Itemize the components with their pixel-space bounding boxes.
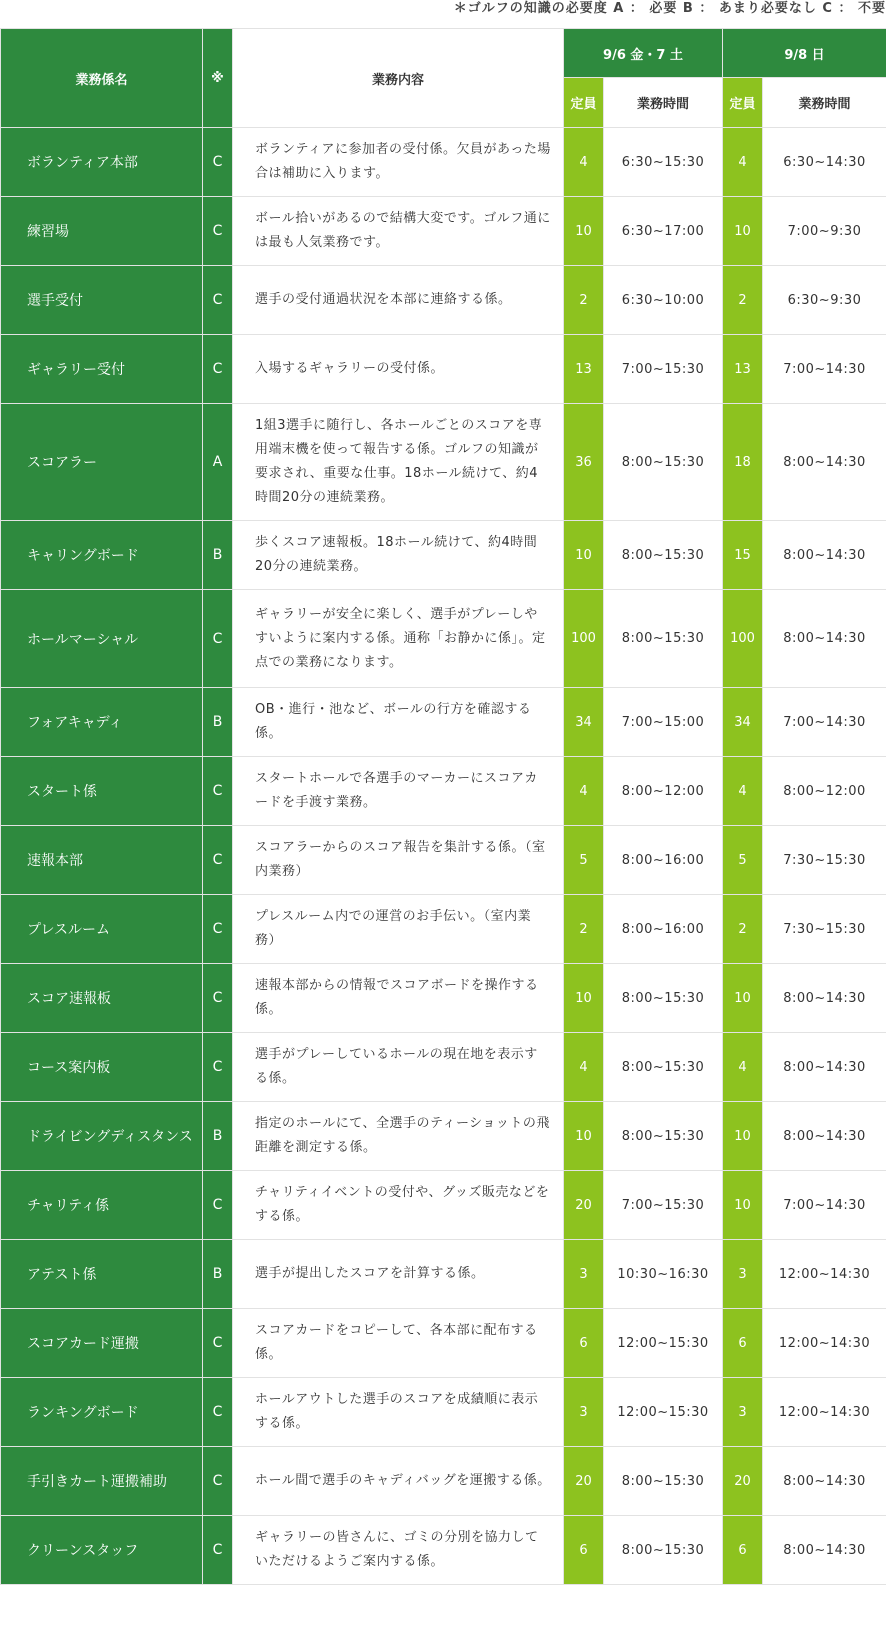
- row-description: ボランティアに参加者の受付係。欠員があった場合は補助に入ります。: [233, 128, 564, 197]
- row-knowledge-level: B: [203, 1102, 233, 1171]
- row-day2-capacity: 15: [723, 521, 763, 590]
- row-day1-hours: 7:00~15:00: [604, 688, 723, 757]
- row-day1-hours: 8:00~12:00: [604, 757, 723, 826]
- row-role-name: コース案内板: [1, 1033, 203, 1102]
- table-row: [1, 335, 886, 404]
- row-role-name: プレスルーム: [1, 895, 203, 964]
- row-day1-hours: 7:00~15:30: [604, 1171, 723, 1240]
- row-day2-hours: 7:30~15:30: [763, 826, 886, 895]
- row-day1-capacity: 34: [564, 688, 604, 757]
- row-day1-hours: 10:30~16:30: [604, 1240, 723, 1309]
- row-day2-capacity: 6: [723, 1516, 763, 1585]
- row-day2-hours: 12:00~14:30: [763, 1309, 886, 1378]
- row-role-name: クリーンスタッフ: [1, 1516, 203, 1585]
- row-knowledge-level: C: [203, 1309, 233, 1378]
- row-description: ボール拾いがあるので結構大変です。ゴルフ通には最も人気業務です。: [233, 197, 564, 266]
- header-content: 業務内容: [233, 29, 564, 128]
- row-knowledge-level: C: [203, 757, 233, 826]
- row-day2-hours: 8:00~14:30: [763, 1516, 886, 1585]
- row-day1-hours: 8:00~15:30: [604, 1447, 723, 1516]
- row-role-name: 選手受付: [1, 266, 203, 335]
- table-row: [1, 521, 886, 590]
- row-day1-capacity: 4: [564, 757, 604, 826]
- row-description: チャリティイベントの受付や、グッズ販売などをする係。: [233, 1171, 564, 1240]
- table-row: [1, 688, 886, 757]
- header-role: 業務係名: [1, 29, 203, 128]
- row-day1-hours: 8:00~15:30: [604, 590, 723, 688]
- row-knowledge-level: A: [203, 404, 233, 521]
- row-day2-hours: 7:00~9:30: [763, 197, 886, 266]
- row-day1-capacity: 4: [564, 128, 604, 197]
- row-description: 速報本部からの情報でスコアボードを操作する係。: [233, 964, 564, 1033]
- table-row: [1, 197, 886, 266]
- row-knowledge-level: C: [203, 590, 233, 688]
- row-day2-hours: 8:00~14:30: [763, 404, 886, 521]
- row-day1-capacity: 100: [564, 590, 604, 688]
- row-day1-capacity: 4: [564, 1033, 604, 1102]
- row-day1-capacity: 6: [564, 1309, 604, 1378]
- row-day2-hours: 6:30~14:30: [763, 128, 886, 197]
- row-role-name: スコア速報板: [1, 964, 203, 1033]
- row-role-name: ドライビングディスタンス: [1, 1102, 203, 1171]
- table-row: [1, 826, 886, 895]
- row-day1-capacity: 13: [564, 335, 604, 404]
- header-day1-hours: 業務時間: [604, 78, 723, 128]
- row-day1-hours: 8:00~15:30: [604, 1102, 723, 1171]
- row-knowledge-level: B: [203, 521, 233, 590]
- row-description: 指定のホールにて、全選手のティーショットの飛距離を測定する係。: [233, 1102, 564, 1171]
- row-day2-hours: 8:00~14:30: [763, 1447, 886, 1516]
- row-day2-hours: 6:30~9:30: [763, 266, 886, 335]
- row-day1-capacity: 10: [564, 521, 604, 590]
- row-day1-capacity: 5: [564, 826, 604, 895]
- row-day2-capacity: 10: [723, 197, 763, 266]
- row-day2-hours: 7:00~14:30: [763, 1171, 886, 1240]
- row-role-name: ランキングボード: [1, 1378, 203, 1447]
- table-row: [1, 1447, 886, 1516]
- row-knowledge-level: C: [203, 128, 233, 197]
- row-day1-hours: 8:00~15:30: [604, 964, 723, 1033]
- row-day2-capacity: 13: [723, 335, 763, 404]
- row-day2-capacity: 4: [723, 1033, 763, 1102]
- row-day1-hours: 6:30~15:30: [604, 128, 723, 197]
- table-row: [1, 1240, 886, 1309]
- row-day1-hours: 6:30~17:00: [604, 197, 723, 266]
- row-day2-capacity: 2: [723, 895, 763, 964]
- table-row: [1, 1378, 886, 1447]
- row-role-name: 手引きカート運搬補助: [1, 1447, 203, 1516]
- row-day2-capacity: 20: [723, 1447, 763, 1516]
- row-description: ギャラリーが安全に楽しく、選手がプレーしやすいように案内する係。通称「お静かに係」。定点での業務になります。: [233, 590, 564, 688]
- row-day2-hours: 7:00~14:30: [763, 335, 886, 404]
- row-description: プレスルーム内での運営のお手伝い。（室内業務）: [233, 895, 564, 964]
- row-knowledge-level: C: [203, 266, 233, 335]
- header-day1-capacity: 定員: [564, 78, 604, 128]
- row-description: 選手の受付通過状況を本部に連絡する係。: [233, 266, 564, 335]
- row-day2-capacity: 10: [723, 1102, 763, 1171]
- row-day2-hours: 12:00~14:30: [763, 1378, 886, 1447]
- row-day1-hours: 6:30~10:00: [604, 266, 723, 335]
- row-day1-hours: 8:00~16:00: [604, 895, 723, 964]
- row-day1-capacity: 36: [564, 404, 604, 521]
- table-row: [1, 266, 886, 335]
- row-day1-hours: 7:00~15:30: [604, 335, 723, 404]
- row-knowledge-level: C: [203, 1447, 233, 1516]
- row-day1-capacity: 10: [564, 964, 604, 1033]
- table-row: [1, 757, 886, 826]
- table-row: [1, 964, 886, 1033]
- row-knowledge-level: B: [203, 1240, 233, 1309]
- row-knowledge-level: C: [203, 1378, 233, 1447]
- row-day1-capacity: 3: [564, 1378, 604, 1447]
- row-day1-capacity: 20: [564, 1447, 604, 1516]
- row-day1-hours: 8:00~15:30: [604, 1033, 723, 1102]
- table-row: [1, 1171, 886, 1240]
- row-knowledge-level: C: [203, 1171, 233, 1240]
- row-day1-capacity: 2: [564, 266, 604, 335]
- table-row: [1, 1309, 886, 1378]
- row-day2-capacity: 4: [723, 757, 763, 826]
- table-row: [1, 1102, 886, 1171]
- row-role-name: キャリングボード: [1, 521, 203, 590]
- header-day1: 9/6 金・7 土: [564, 29, 723, 78]
- row-day1-hours: 8:00~15:30: [604, 521, 723, 590]
- row-role-name: スコアラー: [1, 404, 203, 521]
- row-day2-hours: 12:00~14:30: [763, 1240, 886, 1309]
- table-row: [1, 404, 886, 521]
- row-role-name: ボランティア本部: [1, 128, 203, 197]
- row-day2-capacity: 18: [723, 404, 763, 521]
- row-day1-hours: 8:00~15:30: [604, 1516, 723, 1585]
- row-role-name: スコアカード運搬: [1, 1309, 203, 1378]
- row-role-name: ギャラリー受付: [1, 335, 203, 404]
- header-day2: 9/8 日: [723, 29, 886, 78]
- row-knowledge-level: C: [203, 895, 233, 964]
- row-description: 1組3選手に随行し、各ホールごとのスコアを専用端末機を使って報告する係。ゴルフの知識が要求され、重要な仕事。18ホール続けて、約4時間20分の連続業務。: [233, 404, 564, 521]
- row-day1-hours: 12:00~15:30: [604, 1378, 723, 1447]
- row-description: ホールアウトした選手のスコアを成績順に表示する係。: [233, 1378, 564, 1447]
- row-role-name: スタート係: [1, 757, 203, 826]
- row-day2-hours: 8:00~14:30: [763, 1033, 886, 1102]
- row-day2-capacity: 34: [723, 688, 763, 757]
- row-day2-hours: 7:00~14:30: [763, 688, 886, 757]
- row-role-name: アテスト係: [1, 1240, 203, 1309]
- table-row: [1, 1033, 886, 1102]
- row-description: ホール間で選手のキャディバッグを運搬する係。: [233, 1447, 564, 1516]
- row-day1-capacity: 2: [564, 895, 604, 964]
- header-day2-hours: 業務時間: [763, 78, 886, 128]
- table-row: [1, 1516, 886, 1585]
- row-day2-hours: 8:00~14:30: [763, 964, 886, 1033]
- row-description: スタートホールで各選手のマーカーにスコアカードを手渡す業務。: [233, 757, 564, 826]
- row-day1-capacity: 10: [564, 1102, 604, 1171]
- row-knowledge-level: C: [203, 1516, 233, 1585]
- row-day1-capacity: 10: [564, 197, 604, 266]
- table-row: [1, 895, 886, 964]
- table-row: [1, 590, 886, 688]
- row-knowledge-level: C: [203, 964, 233, 1033]
- row-description: 選手が提出したスコアを計算する係。: [233, 1240, 564, 1309]
- row-description: 歩くスコア速報板。18ホール続けて、約4時間20分の連続業務。: [233, 521, 564, 590]
- row-day1-hours: 8:00~15:30: [604, 404, 723, 521]
- row-day2-capacity: 5: [723, 826, 763, 895]
- row-day2-hours: 8:00~12:00: [763, 757, 886, 826]
- row-day1-capacity: 6: [564, 1516, 604, 1585]
- row-role-name: フォアキャディ: [1, 688, 203, 757]
- row-day1-capacity: 20: [564, 1171, 604, 1240]
- table-row: [1, 128, 886, 197]
- row-knowledge-level: B: [203, 688, 233, 757]
- row-day2-capacity: 6: [723, 1309, 763, 1378]
- row-day1-hours: 8:00~16:00: [604, 826, 723, 895]
- row-role-name: 速報本部: [1, 826, 203, 895]
- volunteer-duties-table: [0, 28, 886, 1585]
- row-day2-capacity: 100: [723, 590, 763, 688]
- row-knowledge-level: C: [203, 335, 233, 404]
- row-description: 選手がプレーしているホールの現在地を表示する係。: [233, 1033, 564, 1102]
- row-description: ギャラリーの皆さんに、ゴミの分別を協力していただけるようご案内する係。: [233, 1516, 564, 1585]
- header-day2-capacity: 定員: [723, 78, 763, 128]
- row-knowledge-level: C: [203, 826, 233, 895]
- row-day1-hours: 12:00~15:30: [604, 1309, 723, 1378]
- row-description: OB・進行・池など、ボールの行方を確認する係。: [233, 688, 564, 757]
- row-knowledge-level: C: [203, 197, 233, 266]
- row-day2-hours: 8:00~14:30: [763, 590, 886, 688]
- row-description: 入場するギャラリーの受付係。: [233, 335, 564, 404]
- header-mark: ※: [203, 29, 233, 128]
- row-description: スコアラーからのスコア報告を集計する係。（室内業務）: [233, 826, 564, 895]
- row-day2-capacity: 4: [723, 128, 763, 197]
- row-day1-capacity: 3: [564, 1240, 604, 1309]
- row-day2-capacity: 10: [723, 1171, 763, 1240]
- row-day2-capacity: 3: [723, 1378, 763, 1447]
- legend-note: ＊ゴルフの知識の必要度 A ： 必要 B ： あまり必要なし C ： 不要: [453, 1, 886, 16]
- row-day2-hours: 7:30~15:30: [763, 895, 886, 964]
- row-day2-hours: 8:00~14:30: [763, 521, 886, 590]
- row-role-name: ホールマーシャル: [1, 590, 203, 688]
- row-role-name: チャリティ係: [1, 1171, 203, 1240]
- row-description: スコアカードをコピーして、各本部に配布する係。: [233, 1309, 564, 1378]
- row-day2-capacity: 2: [723, 266, 763, 335]
- row-day2-capacity: 3: [723, 1240, 763, 1309]
- row-day2-hours: 8:00~14:30: [763, 1102, 886, 1171]
- row-knowledge-level: C: [203, 1033, 233, 1102]
- row-role-name: 練習場: [1, 197, 203, 266]
- row-day2-capacity: 10: [723, 964, 763, 1033]
